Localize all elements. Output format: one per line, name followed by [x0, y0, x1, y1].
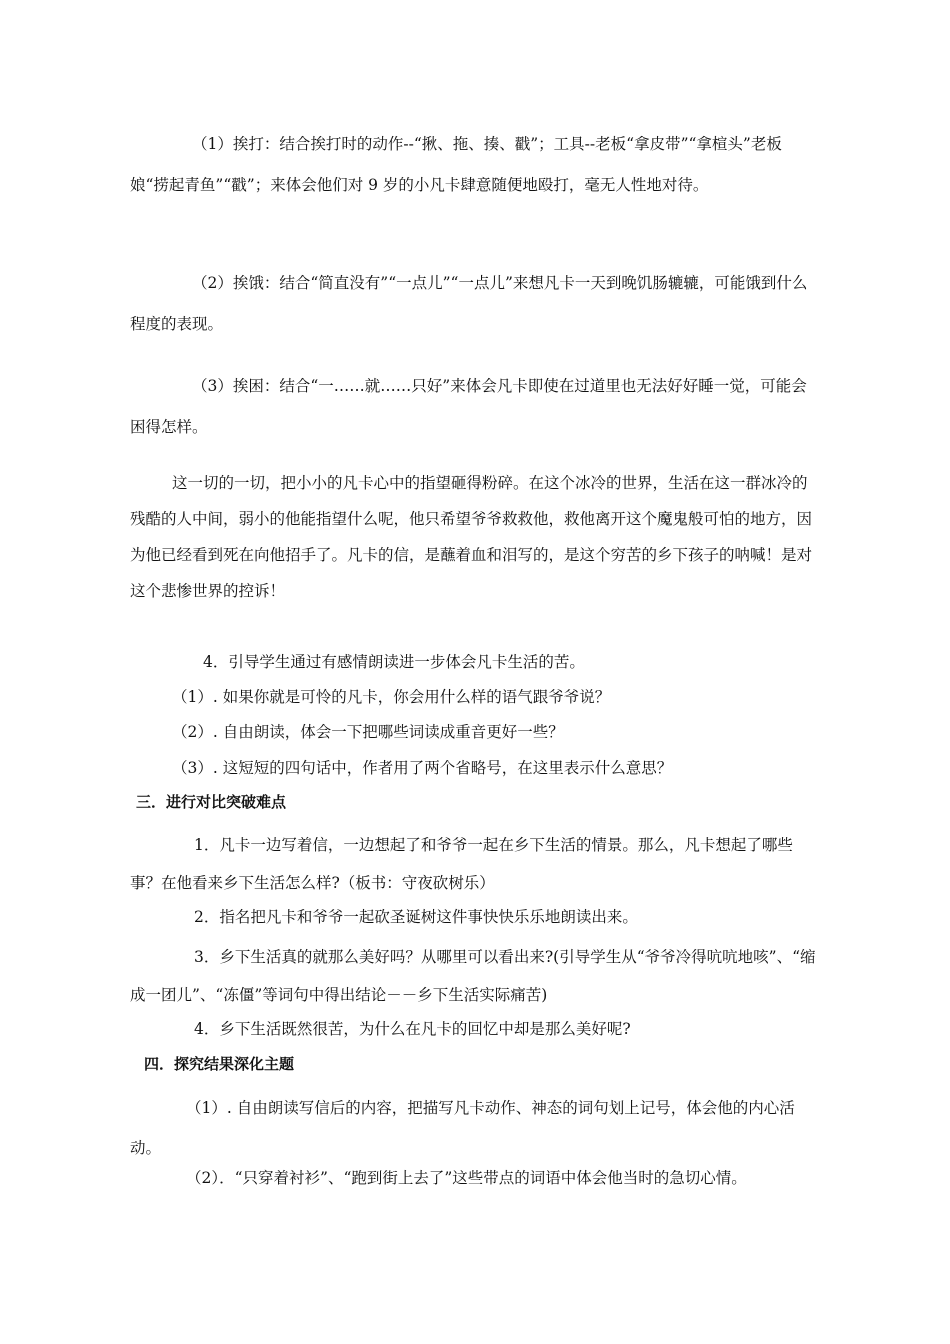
section-3-item-1: 1．凡卡一边写着信，一边想起了和爷爷一起在乡下生活的情景。那么，凡卡想起了哪些事？在他看来乡下生活怎么样?（板书：守夜砍树乐） — [130, 836, 793, 892]
item-4-sub-1: （1）. 如果你就是可怜的凡卡，你会用什么样的语气跟爷爷说？ — [172, 688, 611, 706]
item-4-sub-3: （3）. 这短短的四句话中，作者用了两个省略号，在这里表示什么意思？ — [172, 759, 673, 777]
section-3-item-3: 3．乡下生活真的就那么美好吗？从哪里可以看出来?(引导学生从“爷爷冷得吭吭地咳”、“缩成一团儿”、“冻僵”等词句中得出结论－－乡下生活实际痛苦) — [130, 948, 816, 1004]
paragraph-hunger: （2）挨饿：结合“简直没有”“一点儿”“一点儿”来想凡卡一天到晚饥肠辘辘，可能饿到什么程度的表现。 — [130, 274, 808, 333]
paragraph-sleepy: （3）挨困：结合“一……就……只好”来体会凡卡即使在过道里也无法好好睡一觉，可能会困得怎样。 — [130, 377, 807, 436]
section-3-item-2: 2．指名把凡卡和爷爷一起砍圣诞树这件事快快乐乐地朗读出来。 — [194, 908, 638, 926]
section-heading-3: 三．进行对比突破难点 — [136, 793, 287, 811]
section-4-item-2: （2）．“只穿着衬衫”、“跑到街上去了”这些带点的词语中体会他当时的急切心情。 — [186, 1169, 747, 1187]
paragraph-beating: （1）挨打：结合挨打时的动作--“揪、拖、揍、戳”；工具--老板“拿皮带”“拿楦头”老板娘“捞起青鱼”“戳”；来体会他们对 9 岁的小凡卡肆意随便地殴打，毫无人性地对待。 — [130, 135, 782, 194]
section-3-item-4: 4．乡下生活既然很苦，为什么在凡卡的回忆中却是那么美好呢? — [194, 1020, 631, 1038]
section-heading-4: 四．探究结果深化主题 — [144, 1055, 295, 1073]
item-4-sub-2: （2）. 自由朗读，体会一下把哪些词读成重音更好一些？ — [172, 723, 564, 741]
paragraph-summary: 这一切的一切，把小小的凡卡心中的指望砸得粉碎。在这个冰冷的世界，生活在这一群冰冷的残酷的人中间，弱小的他能指望什么呢，他只希望爷爷救救他，救他离开这个魔鬼般可怕的地方，因为他已经看到死在向他招手了。凡卡的信，是蘸着血和泪写的，是这个穷苦的乡下孩子的呐喊！是对这个悲惨世界的控诉！ — [130, 474, 813, 600]
item-4: 4．引导学生通过有感情朗读进一步体会凡卡生活的苦。 — [203, 653, 585, 671]
section-4-item-1: （1）. 自由朗读写信后的内容，把描写凡卡动作、神态的词句划上记号，体会他的内心活动。 — [130, 1099, 795, 1157]
